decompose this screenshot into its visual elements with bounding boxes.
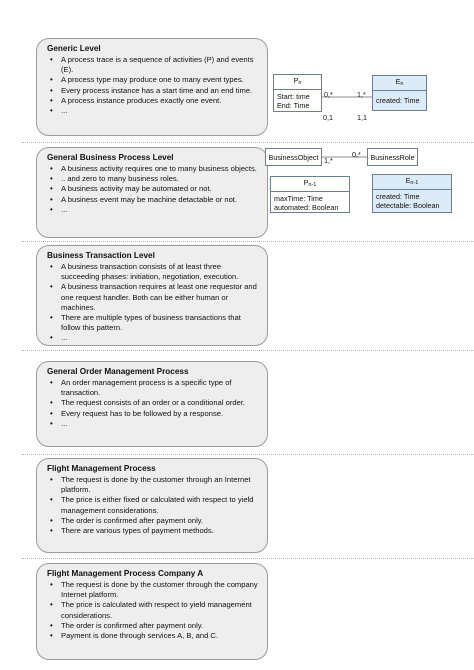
bullet-item: • The price is calculated with respect to yield management considerations.: [61, 600, 259, 620]
bullet-item: • A business activity may be automated or not.: [61, 184, 259, 194]
generic-level-box: [36, 38, 268, 136]
attribute: Start: time: [277, 92, 310, 101]
level-title: Generic Level: [47, 44, 101, 53]
class-name: E: [405, 176, 411, 185]
bullet-item: • The order is confirmed after payment only.: [61, 516, 259, 526]
bullet-item: • A business transaction consists of at least three succeeding phases: initiation, negotiation, execution.: [61, 262, 259, 282]
level-title: Flight Management Process: [47, 464, 156, 473]
level-separator: [22, 142, 474, 143]
general-order-management-process-box: [36, 361, 268, 447]
multiplicity-label: 1,*: [357, 90, 366, 99]
pn-class-header: [274, 75, 321, 90]
class-name: BusinessObject: [268, 153, 319, 162]
class-subscript: n: [400, 81, 404, 87]
business-transaction-level-box: [36, 245, 268, 346]
level-separator: [22, 350, 474, 351]
bullet-item: • Payment is done through services A, B, and C.: [61, 631, 259, 641]
class-subscript: n: [298, 80, 302, 86]
pn-class-attributes: [274, 90, 321, 112]
bullet-item: • .. and zero to many business roles.: [61, 174, 259, 184]
bullet-item: • ...: [61, 333, 259, 343]
level-bullets: [47, 475, 259, 536]
business-role-box: [367, 148, 418, 166]
bullet-item: • The price is either fixed or calculated with respect to yield management considerations.: [61, 495, 259, 515]
bullet-item: • A business activity requires one to many business objects.: [61, 164, 259, 174]
attribute: End: Time: [277, 101, 310, 110]
level-bullets: [47, 378, 259, 429]
multiplicity-label: 1,*: [324, 156, 333, 165]
level-title: Business Transaction Level: [47, 251, 155, 260]
bullet-item: • A business transaction requires at least one requestor and one request handler. Both can be either human or machines.: [61, 282, 259, 313]
en-class-box: [372, 75, 427, 111]
class-name: E: [395, 77, 401, 86]
en-class-attributes: [373, 91, 426, 107]
pn1-class-header: [271, 177, 349, 192]
level-separator: [22, 454, 474, 455]
bullet-item: • The request consists of an order or a conditional order.: [61, 398, 259, 408]
bullet-item: • ...: [61, 106, 259, 116]
class-name: P: [303, 178, 309, 187]
flight-management-process-company-a-box: [36, 563, 268, 660]
class-subscript: n-1: [308, 182, 317, 188]
bullet-item: • A process instance produces exactly one event.: [61, 96, 259, 106]
pn1-class-attributes: [271, 192, 349, 214]
bullet-item: • A business event may be machine detactable or not.: [61, 195, 259, 205]
bullet-item: • A process type may produce one to many event types.: [61, 75, 259, 85]
bullet-item: • There are various types of payment methods.: [61, 526, 259, 536]
bullet-item: • Every process instance has a start time and an end time.: [61, 86, 259, 96]
class-name: P: [293, 76, 299, 85]
level-bullets: [47, 55, 259, 116]
level-title: Flight Management Process Company A: [47, 569, 204, 578]
level-separator: [22, 241, 474, 242]
flight-management-process-box: [36, 458, 268, 553]
bullet-item: • The order is confirmed after payment only.: [61, 621, 259, 631]
en1-class-header: [373, 175, 451, 190]
pn-class-box: [273, 74, 322, 112]
attribute: created: Time: [376, 192, 420, 201]
bullet-item: • A process trace is a sequence of activities (P) and events (E).: [61, 55, 259, 75]
attribute: created: Time: [376, 96, 420, 105]
bullet-item: • There are multiple types of business transactions that follow this pattern.: [61, 313, 259, 333]
business-object-box: [265, 148, 322, 166]
multiplicity-label: 1,1: [357, 113, 367, 122]
en-class-header: [373, 76, 426, 91]
bullet-item: • Every request has to be followed by a response.: [61, 409, 259, 419]
class-subscript: n-1: [410, 180, 419, 186]
pn1-class-box: [270, 176, 350, 213]
class-name: BusinessRole: [370, 153, 415, 162]
en1-class-box: [372, 174, 452, 213]
bullet-item: • The request is done by the customer through an Internet platform.: [61, 475, 259, 495]
bullet-item: • ...: [61, 205, 259, 215]
en1-class-attributes: [373, 190, 451, 212]
bullet-item: • The request is done by the customer through the company Internet platform.: [61, 580, 259, 600]
multiplicity-label: 0,*: [352, 150, 361, 159]
level-bullets: [47, 580, 259, 641]
bullet-item: • ...: [61, 419, 259, 429]
level-title: General Order Management Process: [47, 367, 189, 376]
multiplicity-label: 0,*: [324, 90, 333, 99]
attribute: detectable: Boolean: [376, 201, 440, 210]
attribute: maxTime: Time: [274, 194, 323, 203]
level-title: General Business Process Level: [47, 153, 174, 162]
level-separator: [22, 558, 474, 559]
level-bullets: [47, 262, 259, 344]
bullet-item: • An order management process is a specific type of transaction.: [61, 378, 259, 398]
level-bullets: [47, 164, 259, 215]
attribute: automated: Boolean: [274, 203, 339, 212]
general-business-process-level-box: [36, 147, 268, 238]
multiplicity-label: 0,1: [323, 113, 333, 122]
